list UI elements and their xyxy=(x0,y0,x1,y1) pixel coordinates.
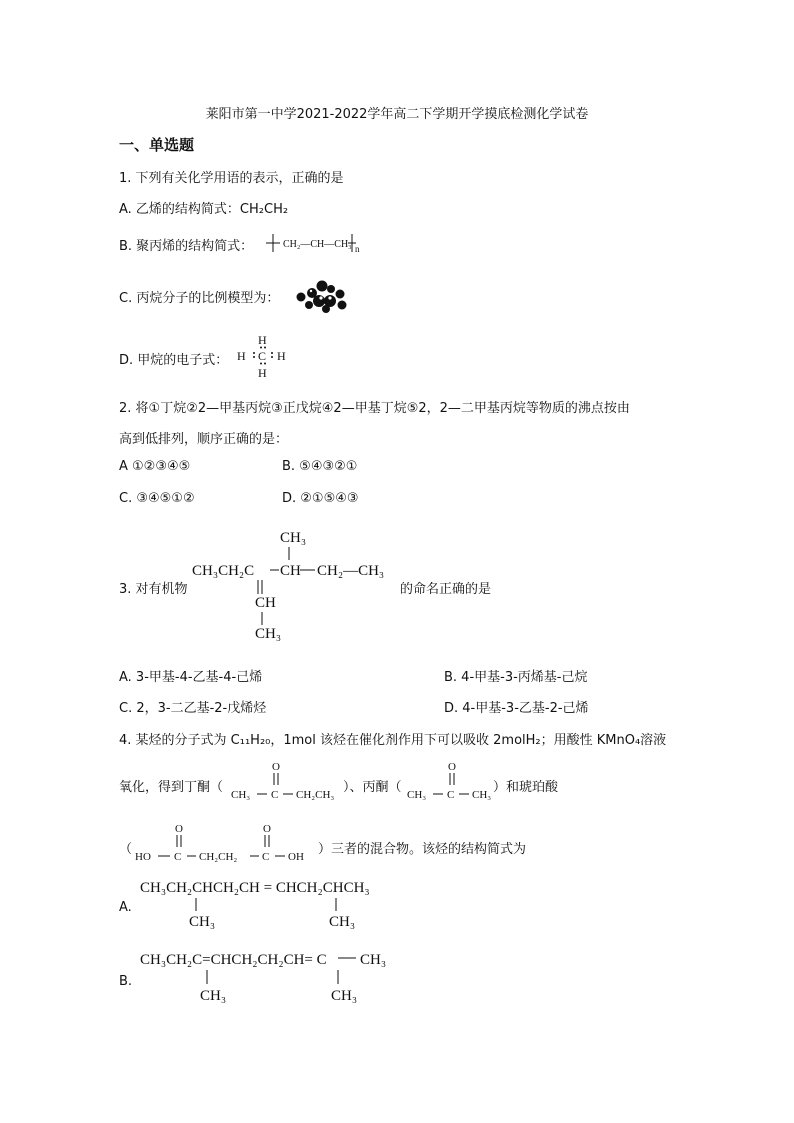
acetone-formula xyxy=(404,758,500,802)
methane-h-bottom: H xyxy=(258,366,267,380)
q4-b-sub-right: CH₃ xyxy=(331,988,358,1004)
succinic-ho: HO xyxy=(135,851,151,863)
section-heading: 一、单选题 xyxy=(119,136,195,154)
acetone-c: C xyxy=(447,789,455,801)
q2-option-c: C. ③④⑤①② xyxy=(119,491,195,506)
q4-a-formula: CH₃CH₂CHCH₂CH = CHCH₂CHCH₃ xyxy=(140,880,370,896)
q4-a-sub-left: CH₃ xyxy=(189,914,216,930)
q4-b-formula-1: CH₃CH₂C=CHCH₂CH₂CH= C xyxy=(140,952,327,968)
q3-option-d: D. 4-甲基-3-乙基-2-己烯 xyxy=(444,701,589,716)
q3-main-ch: CH xyxy=(280,563,301,579)
q4-b-sub-left: CH₃ xyxy=(200,988,227,1004)
polypropylene-formula xyxy=(266,232,366,254)
q3-main-right: CH₂—CH₃ xyxy=(317,563,385,579)
butanone-left: CH₃ xyxy=(231,789,251,801)
acetone-left: CH₃ xyxy=(407,789,427,801)
q4-line2-a: 氧化，得到丁酮（ xyxy=(119,780,224,795)
butanone-formula xyxy=(228,758,350,802)
q3-option-b: B. 4-甲基-3-丙烯基-己烷 xyxy=(444,670,588,685)
methane-h-left: H xyxy=(237,349,246,363)
methane-h-right: H xyxy=(277,349,286,363)
q3-below-ch3: CH₃ xyxy=(255,626,282,642)
page-title: 莱阳市第一中学2021-2022学年高二下学期开学摸底检测化学试卷 xyxy=(205,107,589,122)
q3-structure xyxy=(192,522,402,644)
succinic-o-right: O xyxy=(263,823,271,835)
q4-b-formula-2: CH₃ xyxy=(360,952,387,968)
q1-option-d: D. 甲烷的电子式： xyxy=(119,353,229,368)
methane-h-top: H xyxy=(258,333,267,347)
q3-option-a: A. 3-甲基-4-乙基-4-己烯 xyxy=(119,670,263,685)
succinic-c-left: C xyxy=(174,851,182,863)
q4-stem: 4. 某烃的分子式为 C₁₁H₂₀，1mol 该烃在催化剂作用下可以吸收 2molH₂；用酸性 KMnO₄溶液 xyxy=(119,733,667,748)
q2-option-b: B. ⑤④③②① xyxy=(282,459,358,474)
q2-stem-line1: 2. 将①丁烷②2—甲基丙烷③正戊烷④2—甲基丁烷⑤2，2—二甲基丙烷等物质的沸点按由 xyxy=(119,401,630,416)
q1-option-a: A. 乙烯的结构简式：CH₂CH₂ xyxy=(119,202,289,217)
succinic-c-right: C xyxy=(262,851,270,863)
succinic-mid: CH₂CH₂ xyxy=(199,851,238,863)
succinic-oh: OH xyxy=(288,851,304,863)
q3-main-left: CH₃CH₂C xyxy=(192,563,255,579)
q4-option-b-label: B. xyxy=(119,974,133,989)
q2-option-a: A ①②③④⑤ xyxy=(119,459,191,474)
polypropylene-n: n xyxy=(355,244,360,254)
q4-line3-b: ）三者的混合物。该烃的结构简式为 xyxy=(318,842,527,857)
q4-a-sub-right: CH₃ xyxy=(329,914,356,930)
q4-option-b-structure xyxy=(140,946,400,1008)
q3-below-ch: CH xyxy=(255,595,276,611)
methane-electron-formula xyxy=(235,332,295,382)
polypropylene-chain: CH₂—CH—CH₃ xyxy=(283,239,352,250)
butanone-c: C xyxy=(271,789,279,801)
q3-prefix: 3. 对有机物 xyxy=(119,582,188,597)
acetone-right: CH₃ xyxy=(472,789,492,801)
q4-option-a-label: A. xyxy=(119,900,132,915)
propane-model-icon xyxy=(295,279,351,311)
q2-stem-line2: 高到低排列，顺序正确的是： xyxy=(119,432,289,447)
acetone-o: O xyxy=(448,761,456,773)
q1-option-c: C. 丙烷分子的比例模型为： xyxy=(119,291,280,306)
q2-option-d: D. ②①⑤④③ xyxy=(282,491,359,506)
q4-line2-c: ）和琥珀酸 xyxy=(493,780,559,795)
succinic-o-left: O xyxy=(175,823,183,835)
q3-option-c: C. 2，3-二乙基-2-戊烯烃 xyxy=(119,701,267,716)
butanone-o: O xyxy=(272,761,280,773)
q3-suffix: 的命名正确的是 xyxy=(400,582,492,597)
q4-line2-b: ）、丙酮（ xyxy=(343,780,402,795)
q3-top-ch3: CH₃ xyxy=(280,530,307,546)
butanone-right: CH₂CH₃ xyxy=(296,789,335,801)
q1-option-b: B. 聚丙烯的结构简式： xyxy=(119,239,254,254)
succinic-acid-formula xyxy=(132,820,320,864)
q1-stem: 1. 下列有关化学用语的表示，正确的是 xyxy=(119,171,344,186)
q4-line3-a: （ xyxy=(119,842,133,857)
methane-c: C xyxy=(258,349,267,363)
q4-option-a-structure xyxy=(140,874,390,934)
